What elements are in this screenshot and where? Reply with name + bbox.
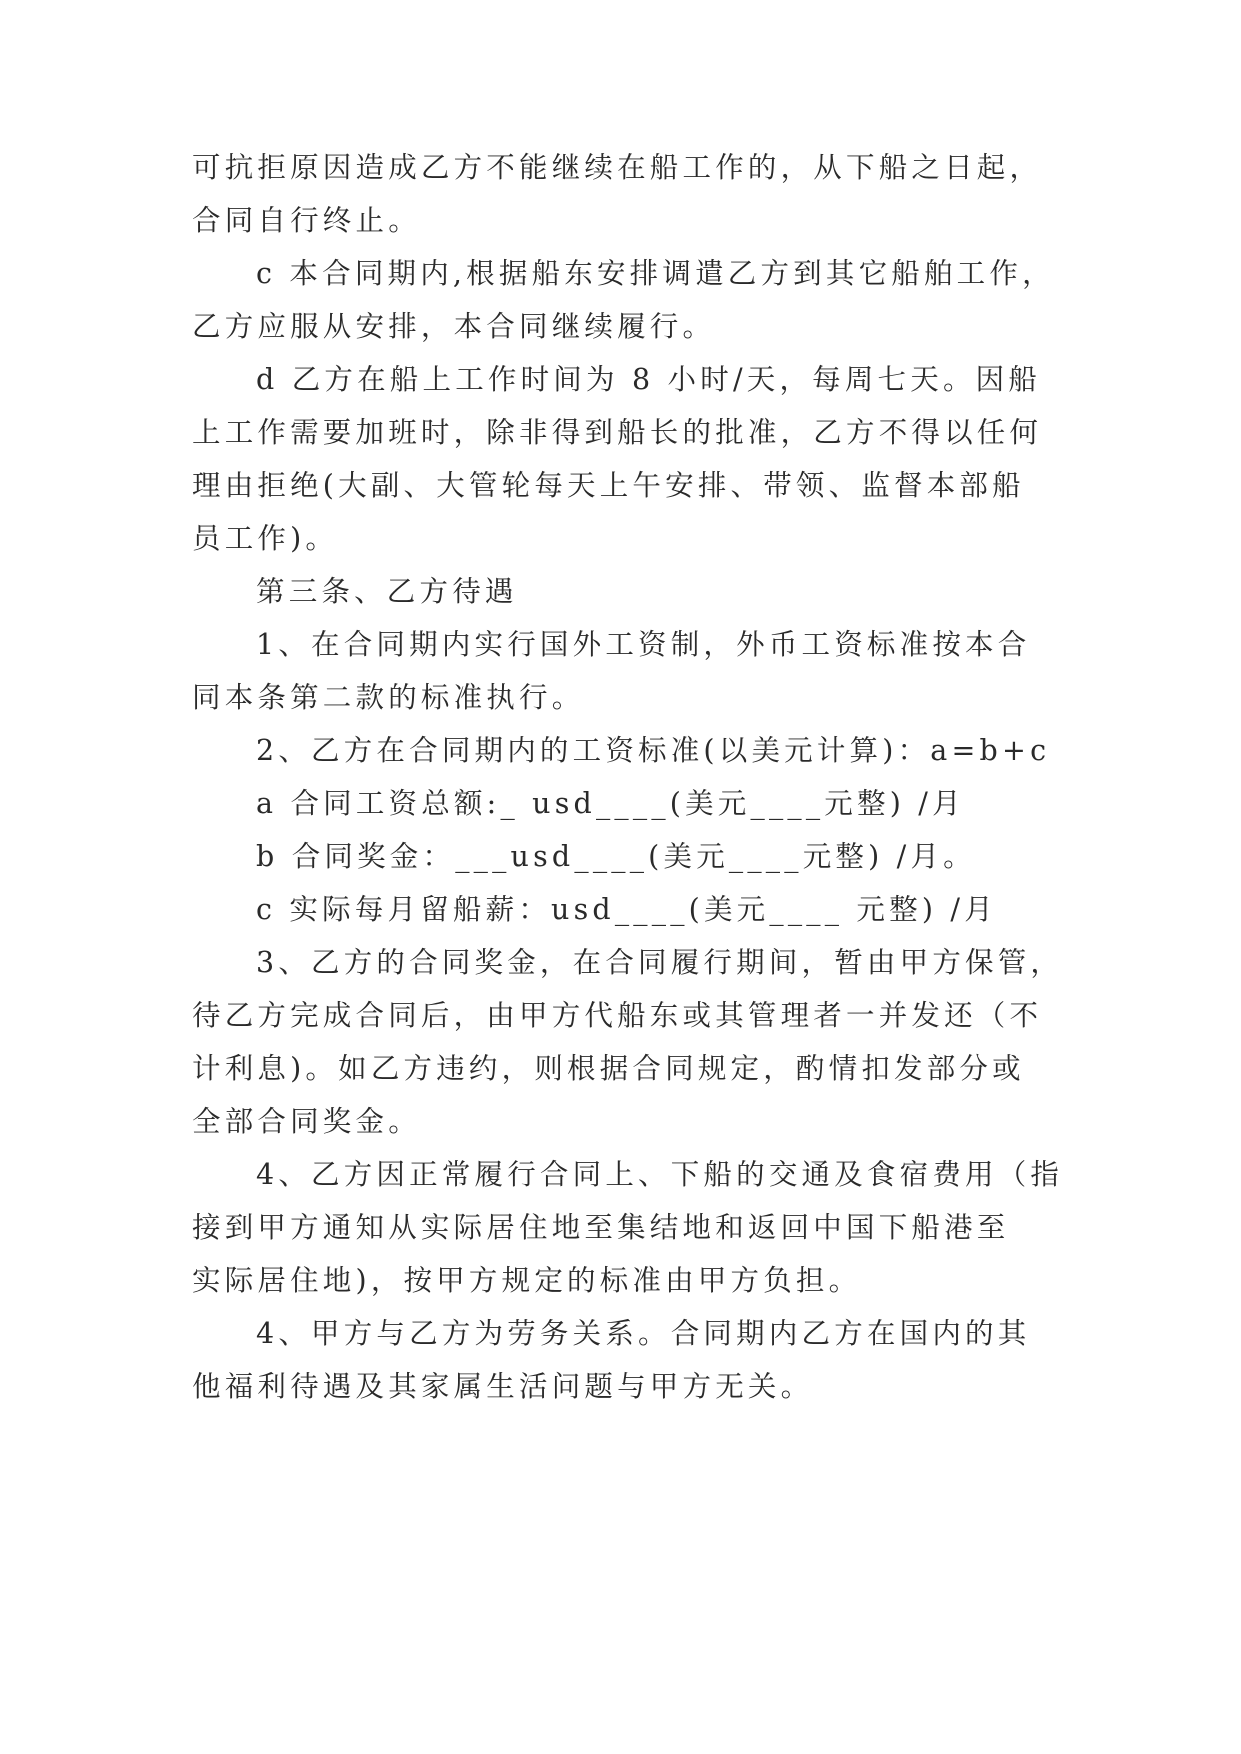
- text-line: 他福利待遇及其家属生活问题与甲方无关。: [192, 1370, 814, 1403]
- text-line: 计利息)。如乙方违约，则根据合同规定，酌情扣发部分或: [192, 1052, 1025, 1085]
- text-line: 全部合同奖金。: [192, 1105, 421, 1138]
- section-heading: 第三条、乙方待遇: [256, 575, 518, 608]
- text-line: 3、乙方的合同奖金，在合同履行期间，暂由甲方保管，: [256, 946, 1064, 979]
- text-line: 1、在合同期内实行国外工资制，外币工资标准按本合: [256, 628, 1031, 661]
- text-line: 待乙方完成合同后，由甲方代船东或其管理者一并发还（不: [192, 999, 1043, 1032]
- text-line: b 合同奖金：___usd____(美元____元整) /月。: [256, 840, 976, 873]
- text-line: 2、乙方在合同期内的工资标准(以美元计算)：a=b+c: [256, 734, 1051, 767]
- text-line: 同本条第二款的标准执行。: [192, 681, 585, 714]
- text-line: 可抗拒原因造成乙方不能继续在船工作的，从下船之日起，: [192, 151, 1043, 184]
- text-line: 员工作)。: [192, 522, 339, 555]
- text-line: c 本合同期内,根据船东安排调遣乙方到其它船舶工作，: [256, 257, 1055, 290]
- text-line: 乙方应服从安排，本合同继续履行。: [192, 310, 716, 343]
- text-line: 上工作需要加班时，除非得到船长的批准，乙方不得以任何: [192, 416, 1043, 449]
- text-line: 合同自行终止。: [192, 204, 421, 237]
- text-line: d 乙方在船上工作时间为 8 小时/天，每周七天。因船: [256, 363, 1042, 396]
- text-line: 4、乙方因正常履行合同上、下船的交通及食宿费用（指: [256, 1158, 1064, 1191]
- text-line: c 实际每月留船薪：usd____(美元____ 元整) /月: [256, 893, 997, 926]
- text-line: 接到甲方通知从实际居住地至集结地和返回中国下船港至: [192, 1211, 1010, 1244]
- text-line: 实际居住地)，按甲方规定的标准由甲方负担。: [192, 1264, 862, 1297]
- text-line: 4、甲方与乙方为劳务关系。合同期内乙方在国内的其: [256, 1317, 1031, 1350]
- text-line: a 合同工资总额:_ usd____(美元____元整) /月: [256, 787, 965, 820]
- text-line: 理由拒绝(大副、大管轮每天上午安排、带领、监督本部船: [192, 469, 1025, 502]
